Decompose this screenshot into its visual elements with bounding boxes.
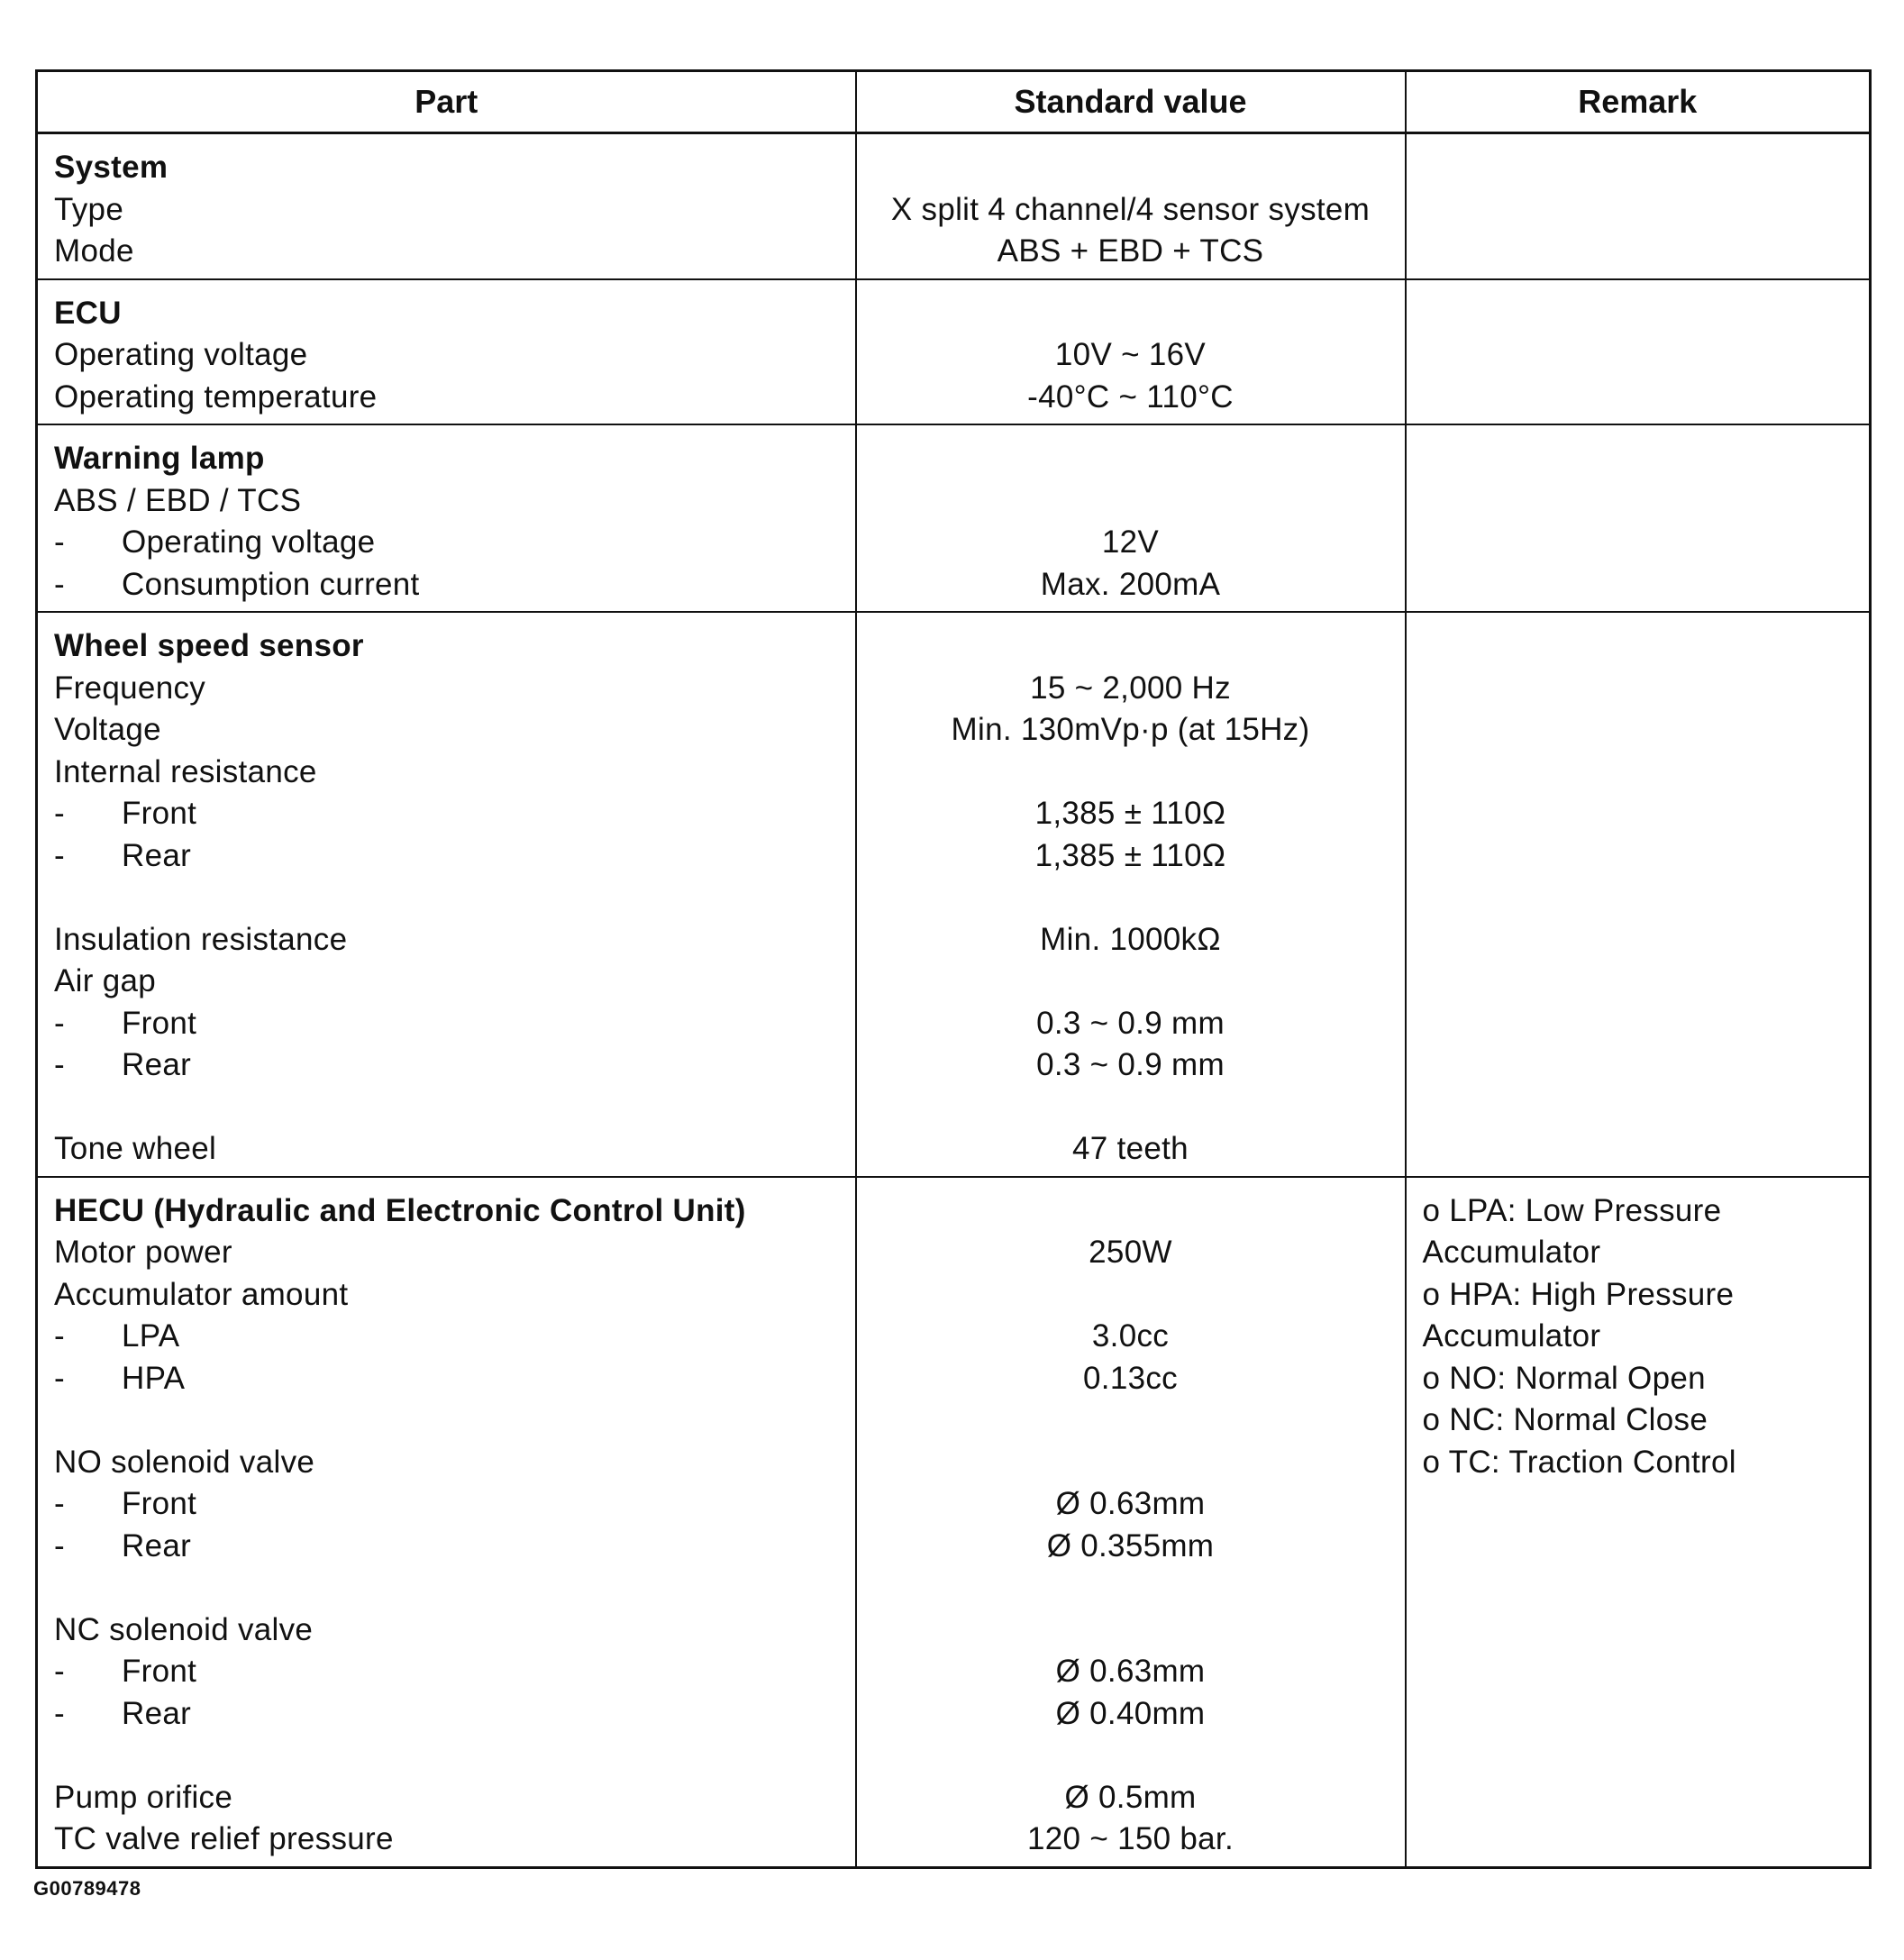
part-cell	[37, 279, 856, 425]
parameter-label: NC solenoid valve	[54, 1611, 314, 1647]
bullet-dash: -	[54, 1695, 65, 1731]
header-standard-value: Standard value	[856, 71, 1406, 133]
sub-parameter-text: Front	[122, 1654, 197, 1689]
parameter-label: Operating temperature	[54, 378, 378, 415]
remark-line: o LPA: Low Pressure	[1422, 1192, 1722, 1228]
parameter-value	[873, 752, 1389, 794]
parameter-value	[873, 1442, 1389, 1484]
parameter-value	[873, 1399, 1389, 1442]
parameter-value	[873, 1609, 1389, 1652]
sub-parameter-label	[54, 1358, 839, 1400]
section-title: Warning lamp	[54, 441, 265, 476]
bullet-dash: -	[54, 524, 65, 560]
remark-line: o TC: Traction Control	[1422, 1444, 1736, 1480]
bullet-dash: -	[54, 1360, 65, 1396]
sub-parameter-text: Rear	[122, 1527, 192, 1563]
parameter-value: Ø 0.63mm	[1055, 1654, 1206, 1689]
value-spacer	[873, 147, 1389, 189]
parameter-label	[54, 1087, 839, 1129]
bullet-dash: -	[54, 1005, 65, 1041]
parameter-value: 0.3 ~ 0.9 mm	[1036, 1047, 1225, 1082]
sub-parameter-label	[54, 1316, 839, 1358]
sub-parameter-label	[54, 522, 839, 564]
parameter-value	[873, 480, 1389, 523]
spec-table	[35, 69, 1872, 1869]
parameter-value: 1,385 ± 110Ω	[1034, 837, 1226, 873]
part-cell	[37, 424, 856, 612]
parameter-value: 15 ~ 2,000 Hz	[1030, 670, 1231, 706]
header-row	[37, 71, 1871, 133]
parameter-label	[54, 1735, 839, 1777]
section-title: System	[54, 150, 169, 185]
table-header	[37, 71, 1871, 133]
parameter-value: 10V ~ 16V	[1054, 337, 1207, 372]
parameter-value: Min. 130mVp·p (at 15Hz)	[951, 712, 1310, 747]
parameter-label	[54, 1567, 839, 1609]
bullet-dash: -	[54, 1654, 65, 1689]
table-row	[37, 612, 1871, 1177]
parameter-value	[873, 1274, 1389, 1317]
parameter-value: Ø 0.40mm	[1055, 1695, 1206, 1731]
parameter-value: 0.13cc	[1083, 1360, 1178, 1396]
remark-cell	[1406, 612, 1871, 1177]
parameter-value: 0.3 ~ 0.9 mm	[1036, 1005, 1225, 1041]
bullet-dash: -	[54, 837, 65, 873]
parameter-value: -40°C ~ 110°C	[1027, 378, 1234, 415]
table-body	[37, 133, 1871, 1868]
bullet-dash: -	[54, 1527, 65, 1563]
remark-cell	[1406, 424, 1871, 612]
sub-parameter-label	[54, 1483, 839, 1526]
parameter-value: ABS + EBD + TCS	[997, 233, 1264, 269]
sub-parameter-text: Front	[122, 796, 197, 831]
table-row	[37, 279, 1871, 425]
parameter-label: Mode	[54, 233, 134, 269]
sub-parameter-label	[54, 564, 839, 606]
sub-parameter-label	[54, 1651, 839, 1693]
sub-parameter-text: Front	[122, 1486, 197, 1521]
remark-cell	[1406, 1177, 1871, 1868]
table-row	[37, 424, 1871, 612]
value-spacer	[873, 1190, 1389, 1233]
bullet-dash: -	[54, 796, 65, 831]
parameter-value: Min. 1000kΩ	[1040, 921, 1221, 957]
standard-value-cell	[856, 424, 1406, 612]
header-remark: Remark	[1406, 71, 1871, 133]
parameter-label: Operating voltage	[54, 337, 308, 372]
standard-value-cell	[856, 133, 1406, 279]
parameter-label: Frequency	[54, 670, 206, 706]
header-part: Part	[37, 71, 856, 133]
remark-cell	[1406, 133, 1871, 279]
bullet-dash: -	[54, 566, 65, 602]
value-spacer	[873, 438, 1389, 480]
parameter-label: Insulation resistance	[54, 921, 348, 957]
parameter-label: ABS / EBD / TCS	[54, 482, 302, 518]
parameter-label: NO solenoid valve	[54, 1444, 315, 1480]
parameter-value: 3.0cc	[1091, 1318, 1170, 1354]
parameter-value: Max. 200mA	[1040, 566, 1221, 602]
bullet-dash: -	[54, 1486, 65, 1521]
section-title: HECU (Hydraulic and Electronic Control Unit)	[54, 1192, 746, 1228]
standard-value-cell	[856, 279, 1406, 425]
table-row	[37, 133, 1871, 279]
value-spacer	[873, 625, 1389, 668]
bullet-dash: -	[54, 1047, 65, 1082]
remark-line: Accumulator	[1422, 1235, 1601, 1270]
sub-parameter-label	[54, 1693, 839, 1736]
sub-parameter-label	[54, 835, 839, 878]
sub-parameter-text: Consumption current	[122, 566, 420, 602]
parameter-value	[873, 1735, 1389, 1777]
sub-parameter-text: LPA	[122, 1318, 180, 1354]
sub-parameter-text: Operating voltage	[122, 524, 376, 560]
parameter-label: Accumulator amount	[54, 1276, 349, 1312]
parameter-value: 250W	[1089, 1235, 1172, 1270]
remark-line: o NC: Normal Close	[1422, 1402, 1708, 1437]
standard-value-cell	[856, 612, 1406, 1177]
table-row	[37, 1177, 1871, 1868]
parameter-value	[873, 877, 1389, 919]
parameter-value: Ø 0.63mm	[1055, 1486, 1206, 1521]
parameter-value: 47 teeth	[1072, 1131, 1189, 1166]
section-title: Wheel speed sensor	[54, 628, 364, 663]
parameter-value: 12V	[1101, 524, 1160, 560]
sub-parameter-text: Rear	[122, 1695, 192, 1731]
value-spacer	[873, 293, 1389, 335]
parameter-label: Tone wheel	[54, 1131, 217, 1166]
section-title: ECU	[54, 295, 122, 331]
parameter-label: Air gap	[54, 963, 156, 998]
parameter-value: Ø 0.355mm	[1046, 1527, 1215, 1563]
parameter-value: X split 4 channel/4 sensor system	[890, 191, 1371, 227]
sub-parameter-label	[54, 1526, 839, 1568]
part-cell	[37, 133, 856, 279]
remark-line: o NO: Normal Open	[1422, 1360, 1706, 1396]
parameter-label: Voltage	[54, 712, 161, 747]
figure-code: G00789478	[33, 1877, 141, 1900]
parameter-value: 1,385 ± 110Ω	[1034, 796, 1226, 831]
part-cell	[37, 1177, 856, 1868]
part-cell	[37, 612, 856, 1177]
parameter-value: 120 ~ 150 bar.	[1027, 1821, 1234, 1856]
standard-value-cell	[856, 1177, 1406, 1868]
sub-parameter-label	[54, 1003, 839, 1045]
sub-parameter-text: Rear	[122, 837, 192, 873]
parameter-value	[873, 1087, 1389, 1129]
parameter-value	[873, 1567, 1389, 1609]
bullet-dash: -	[54, 1318, 65, 1354]
parameter-value	[873, 961, 1389, 1003]
remark-line: o HPA: High Pressure	[1422, 1276, 1735, 1312]
sub-parameter-label	[54, 793, 839, 835]
remark-cell	[1406, 279, 1871, 425]
sub-parameter-text: HPA	[122, 1360, 186, 1396]
parameter-label: Type	[54, 191, 124, 227]
parameter-label: Motor power	[54, 1235, 232, 1270]
parameter-value: Ø 0.5mm	[1064, 1779, 1197, 1815]
parameter-label: TC valve relief pressure	[54, 1821, 394, 1856]
parameter-label	[54, 1399, 839, 1442]
parameter-label: Internal resistance	[54, 753, 317, 789]
parameter-label	[54, 877, 839, 919]
sub-parameter-text: Rear	[122, 1047, 192, 1082]
parameter-label: Pump orifice	[54, 1779, 233, 1815]
sub-parameter-label	[54, 1044, 839, 1087]
sub-parameter-text: Front	[122, 1005, 197, 1041]
remark-line: Accumulator	[1422, 1318, 1601, 1354]
